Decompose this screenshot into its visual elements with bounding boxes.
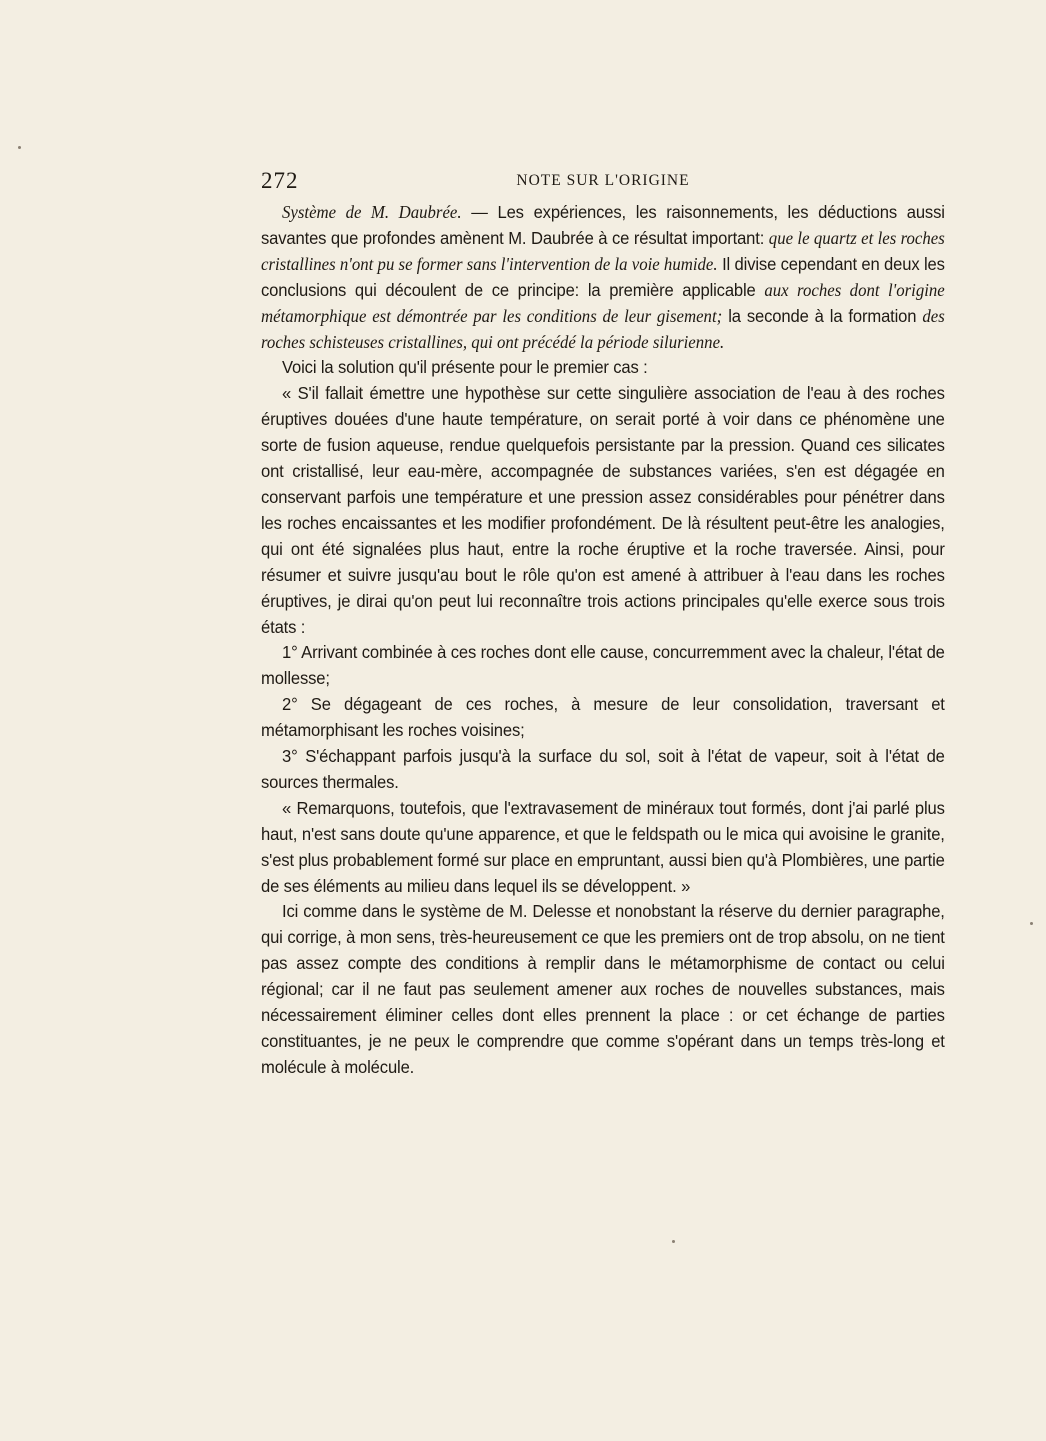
paragraph-daubree-system (261, 200, 945, 355)
italic-quote: des roches schisteuses cristallines, qui ont précédé la période silurienne. (261, 305, 945, 352)
list-item-3: 3° S'échappant parfois jusqu'à la surface du sol, soit à l'état de vapeur, soit à l'état de sources thermales. (261, 746, 945, 792)
section-heading: Système de M. Daubrée. (282, 202, 462, 222)
paragraph-quote: « S'il fallait émettre une hypothèse sur cette singulière association de l'eau à des roches éruptives douées d'une haute température, on serait porté à voir dans ce phénomène une sorte de fusion aqueuse, rendue quelquefois persistante par la pression. Quand ces silicates ont cristallisé, leur eau-mère, accompagnée de substances variées, s'en est dégagée en conservant parfois une température et une pression assez considérables pour pénétrer dans les roches encaissantes et les modifier profondément. De là résultent peut-être les analogies, qui ont été signalées plus haut, entre la roche éruptive et la roche traversée. Ainsi, pour résumer et suivre jusqu'au bout le rôle qu'on est amené à attribuer à l'eau dans les roches éruptives, je dirai qu'on peut lui reconnaître trois actions principales qu'elle exerce sous trois états : (261, 383, 945, 637)
paragraph-remark: « Remarquons, toutefois, que l'extravasement de minéraux tout formés, dont j'ai parlé plus haut, n'est sans doute qu'une apparence, et que le feldspath ou le mica qui avoisine le granite, s'est plus probablement formé sur place en empruntant, aussi bien qu'à Plombières, une partie de ses éléments au milieu dans lequel ils se développent. » (261, 797, 945, 896)
italic-quote: aux roches dont l'origine métamorphique est démontrée par les conditions de leur gisement; (261, 279, 945, 326)
body-text (261, 200, 945, 1081)
paper-speck (1030, 922, 1033, 925)
italic-quote: que le quartz et les roches cristallines n'ont pu se former sans l'intervention de la voie humide. (261, 227, 945, 274)
paragraph-text: la seconde à la formation (722, 305, 923, 326)
running-title: NOTE SUR L'ORIGINE (516, 172, 690, 189)
paper-speck (672, 1240, 675, 1243)
paragraph-text: — Les expériences, les raisonnements, les déductions aussi savantes que profondes amènent M. Daubrée à ce résultat important: (261, 202, 945, 248)
paragraph-text: Il divise cependant en deux les conclusions qui découlent de ce principe: la première applicable (261, 253, 945, 300)
list-item-1: 1° Arrivant combinée à ces roches dont elle cause, concurremment avec la chaleur, l'état de mollesse; (261, 642, 945, 689)
list-item-2: 2° Se dégageant de ces roches, à mesure de leur consolidation, traversant et métamorphisant les roches voisines; (261, 694, 945, 741)
paragraph-intro: Voici la solution qu'il présente pour le premier cas : (282, 357, 648, 378)
page-number: 272 (261, 168, 299, 193)
paragraph-conclusion: Ici comme dans le système de M. Delesse et nonobstant la réserve du dernier paragraphe, qui corrige, à mon sens, très-heureusement ce que les premiers ont de trop absolu, on ne tient pas assez compte des conditions à remplir dans le métamorphisme de contact ou celui régional; car il ne faut pas seulement amener aux roches de nouvelles substances, mais nécessairement éliminer celles dont elles prennent la place : or cet échange de parties constituantes, je ne peux le comprendre que comme s'opérant dans un temps très-long et molécule à molécule. (261, 901, 945, 1077)
page-header (261, 168, 945, 196)
paper-speck (18, 146, 21, 149)
